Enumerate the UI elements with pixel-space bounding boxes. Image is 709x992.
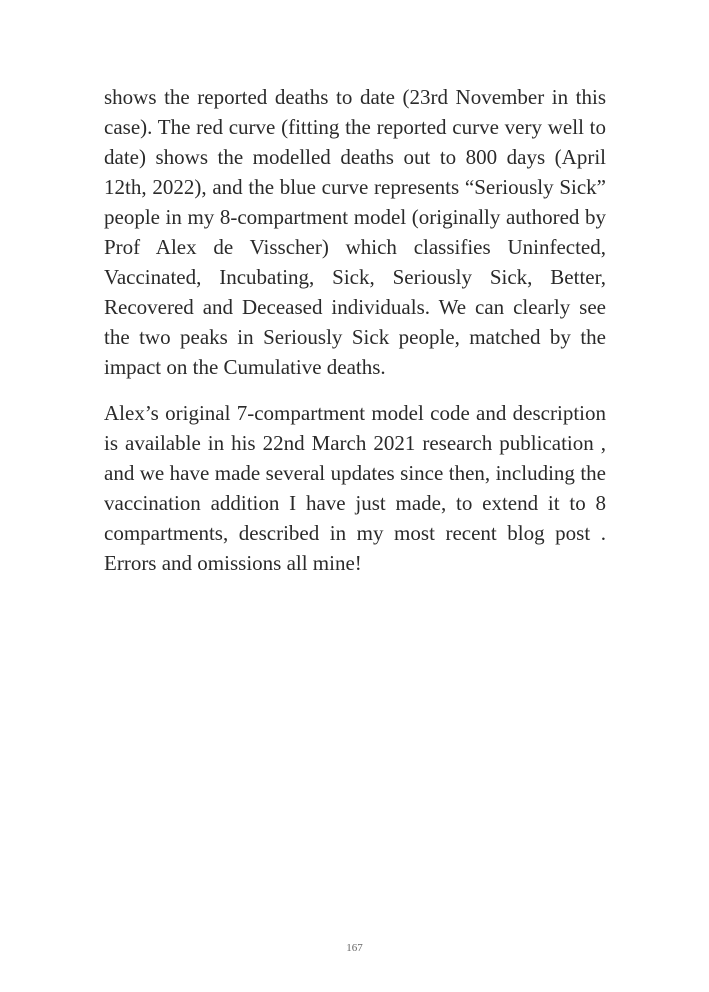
- paragraph-deaths-model: shows the reported deaths to date (23rd November in this case). The red curve (fitting the reported curve very well to date) shows the modelled deaths out to 800 days (April 12th, 2022), and the blue curve represents “Seriously Sick” people in my 8-compartment model (originally authored by Prof Alex de Visscher) which classifies Uninfected, Vaccinated, Incubating, Sick, Seriously Sick, Better, Recovered and Deceased individuals. We can clearly see the two peaks in Seriously Sick people, matched by the impact on the Cumulative deaths.: [104, 85, 606, 379]
- page-number: 167: [346, 942, 363, 954]
- body-text: [104, 82, 606, 594]
- paragraph-model-source: Alex’s original 7-compartment model code and description is available in his 22nd March 2021 research publication , and we have made several updates since then, including the vaccination addition I have just made, to extend it to 8 compartments, described in my most recent blog post . Errors and omissions all mine!: [104, 401, 606, 575]
